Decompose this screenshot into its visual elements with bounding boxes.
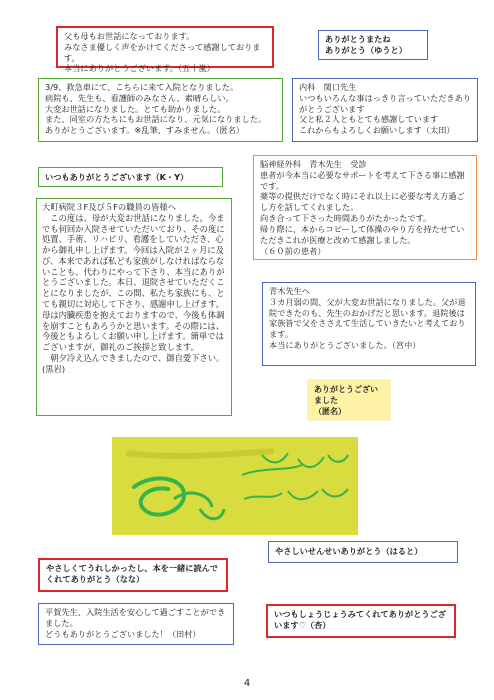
handwritten-thank-you-card (112, 437, 358, 535)
message-card-igarashi: 父も母もお世話になっております。 みなさま優しく声をかけてくださって感謝しております。 本当にありがとうございます。（五十嵐） (56, 26, 274, 68)
message-card-kuroiwa: 大町病院３F及び５Fの職員の皆様へ この度は、母が大変お世話になりました。今までも何回か入院させていただいており、その度に処置、手術、リハビリ、看護をしていただき、心から御礼申し上げます。今回は入院が２ヶ月に及び、本来であれば私ども家族がしなければならないことも、代わりにやって下さり、本当にありがとうございました。本日、退院させていただくことになりましたが、この間、私たち家族にも、とても親切に対応して下さり、感謝申し上げます。母は内臓疾患を抱えておりますので、今後も体調を崩すこともあろうかと思います。その際には、今後ともよろしくお願い申し上げます。簡単ではございますが、御礼のご挨拶と致します。 朝夕冷え込んできましたので、御自愛下さい。(黒岩) (36, 198, 232, 416)
message-card-an: いつもしょうじょうみてくれてありがとうございます♡（杏） (266, 604, 456, 638)
page-number: 4 (243, 678, 251, 689)
message-card-aoki-consult: 脳神経外科 青木先生 受診 患者が今本当に必要なサポートを考えて下さる事に感謝です。 薬等の提供だけでなく時にそれ以上に必要な考え方過ごし方を話してくれました。 向き合って下さった時間ありがたかったです。 帰り際に、本からコピーして体操のやり方を持たせていただきこれが医療と改めて感謝しました。 （６０前の患者） (253, 155, 477, 260)
message-card-anonymous-1: 3/9、救急車にて、こちらに来て入院となりました。 病院も、先生も、看護師のみなさん、素晴らしい。 大変お世話になりました。とても助かりました。 また、同室の方たちにもお世話になり、元気になりました。 ありがとうございます。※乱筆、すみません。（匿名） (38, 78, 283, 142)
message-card-yuto: ありがとうまたね ありがとう（ゆうと） (318, 30, 428, 60)
message-card-ky: いつもありがとうございます（K・Y） (38, 167, 223, 187)
message-card-ota: 内科 関口先生 いつもいろんな事はっきり言っていただきありがとうございます 父と私２人ともとても感謝しています これからもよろしくお願いします（太田） (292, 78, 478, 142)
message-card-miyanaka: 青木先生へ ３カ月弱の間、父が大変お世話になりました。父が退院できたのも、先生のおかげだと思います。退院後は家族皆で父をささえて生活していきたいと考えております。 本当にありがとうございました。（宮中） (262, 282, 476, 366)
message-card-haruto: やさしいせんせいありがとう（はると） (268, 541, 458, 563)
handwriting-drawing (112, 437, 358, 535)
message-card-nana: やさしくてうれしかったし、本を一緒に読んでくれてありがとう（なな） (38, 558, 228, 592)
message-card-tamura: 平賀先生、入院生活を安心して過ごすことができました。 どうもありがとうございました！（田村） (38, 603, 234, 645)
sticky-note-anonymous: ありがとうございました （匿名） (308, 380, 390, 420)
